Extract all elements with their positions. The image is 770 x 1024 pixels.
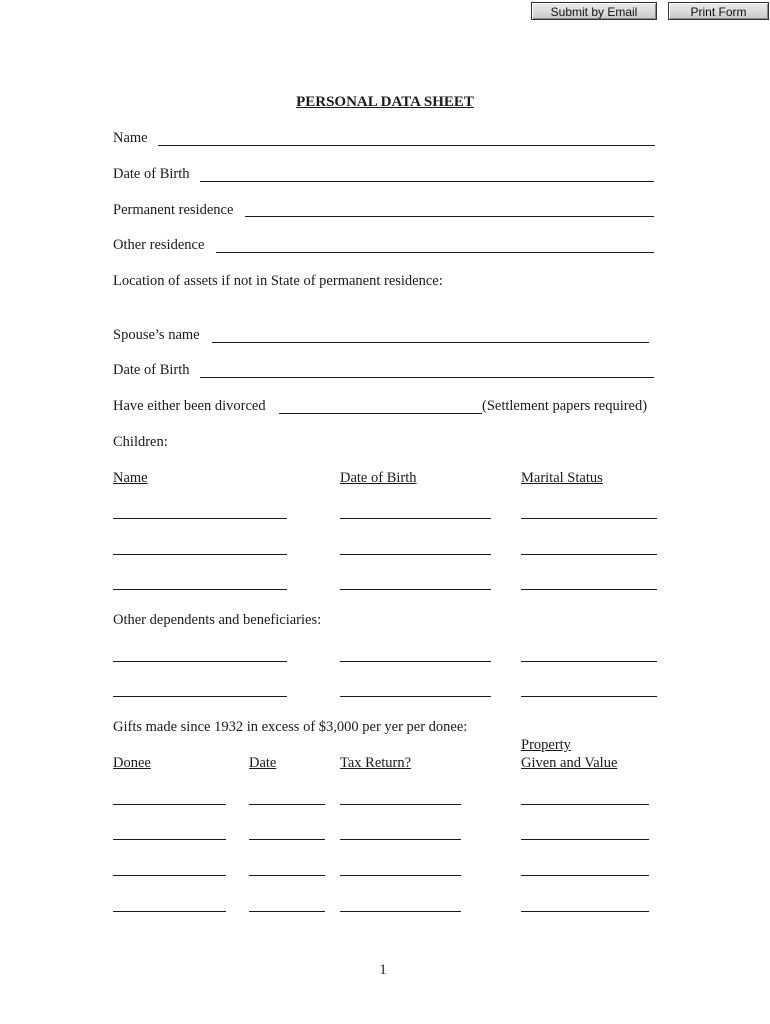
- child-2-dob-field[interactable]: [340, 554, 491, 555]
- gift-2-date-field[interactable]: [249, 839, 325, 840]
- gift-3-tax-return-field[interactable]: [340, 875, 461, 876]
- spouse-dob-label: Date of Birth: [113, 362, 190, 378]
- submit-by-email-button[interactable]: Submit by Email: [531, 2, 657, 20]
- child-3-marital-field[interactable]: [521, 589, 657, 590]
- gift-2-property-field[interactable]: [521, 839, 649, 840]
- gift-1-date-field[interactable]: [249, 804, 325, 805]
- gift-3-donee-field[interactable]: [113, 875, 226, 876]
- child-1-dob-field[interactable]: [340, 518, 491, 519]
- gifts-col-date: Date: [249, 755, 277, 771]
- name-label: Name: [113, 130, 148, 146]
- children-col-name: Name: [113, 470, 148, 486]
- permanent-residence-label: Permanent residence: [113, 202, 234, 218]
- permanent-residence-field[interactable]: [245, 216, 654, 217]
- gift-3-property-field[interactable]: [521, 875, 649, 876]
- name-field[interactable]: [158, 145, 655, 146]
- dependent-1-marital-field[interactable]: [521, 661, 657, 662]
- gift-1-donee-field[interactable]: [113, 804, 226, 805]
- child-3-name-field[interactable]: [113, 589, 287, 590]
- child-1-marital-field[interactable]: [521, 518, 657, 519]
- other-residence-label: Other residence: [113, 237, 205, 253]
- spouse-name-label: Spouse’s name: [113, 327, 200, 343]
- gifts-heading: Gifts made since 1932 in excess of $3,000 per yer per donee:: [113, 719, 468, 735]
- page-number: 1: [379, 962, 387, 978]
- dependent-2-dob-field[interactable]: [340, 696, 491, 697]
- gift-4-tax-return-field[interactable]: [340, 911, 461, 912]
- spouse-dob-field[interactable]: [200, 377, 654, 378]
- gift-4-date-field[interactable]: [249, 911, 325, 912]
- gift-1-tax-return-field[interactable]: [340, 804, 461, 805]
- child-2-name-field[interactable]: [113, 554, 287, 555]
- dependent-2-name-field[interactable]: [113, 696, 287, 697]
- gift-1-property-field[interactable]: [521, 804, 649, 805]
- gift-2-tax-return-field[interactable]: [340, 839, 461, 840]
- spouse-name-field[interactable]: [212, 342, 649, 343]
- print-form-button[interactable]: Print Form: [668, 2, 769, 20]
- gifts-col-donee: Donee: [113, 755, 151, 771]
- assets-location-field[interactable]: [113, 300, 653, 301]
- child-1-name-field[interactable]: [113, 518, 287, 519]
- gift-4-donee-field[interactable]: [113, 911, 226, 912]
- divorced-label: Have either been divorced: [113, 398, 266, 414]
- gifts-col-given-value: Given and Value: [521, 755, 618, 771]
- other-residence-field[interactable]: [216, 252, 654, 253]
- dependent-2-marital-field[interactable]: [521, 696, 657, 697]
- gift-4-property-field[interactable]: [521, 911, 649, 912]
- page-title: PERSONAL DATA SHEET: [296, 94, 474, 110]
- settlement-note: (Settlement papers required): [482, 398, 648, 414]
- gifts-col-tax-return: Tax Return?: [340, 755, 412, 771]
- children-col-dob: Date of Birth: [340, 470, 417, 486]
- dob-label: Date of Birth: [113, 166, 190, 182]
- gift-3-date-field[interactable]: [249, 875, 325, 876]
- dependent-1-name-field[interactable]: [113, 661, 287, 662]
- dob-field[interactable]: [200, 181, 654, 182]
- gift-2-donee-field[interactable]: [113, 839, 226, 840]
- child-3-dob-field[interactable]: [340, 589, 491, 590]
- dependents-heading: Other dependents and beneficiaries:: [113, 612, 322, 628]
- dependent-1-dob-field[interactable]: [340, 661, 491, 662]
- assets-location-label: Location of assets if not in State of permanent residence:: [113, 273, 443, 289]
- divorced-field[interactable]: [279, 413, 482, 414]
- child-2-marital-field[interactable]: [521, 554, 657, 555]
- children-heading: Children:: [113, 434, 168, 450]
- gifts-col-property: Property: [521, 737, 571, 753]
- children-col-marital-status: Marital Status: [521, 470, 603, 486]
